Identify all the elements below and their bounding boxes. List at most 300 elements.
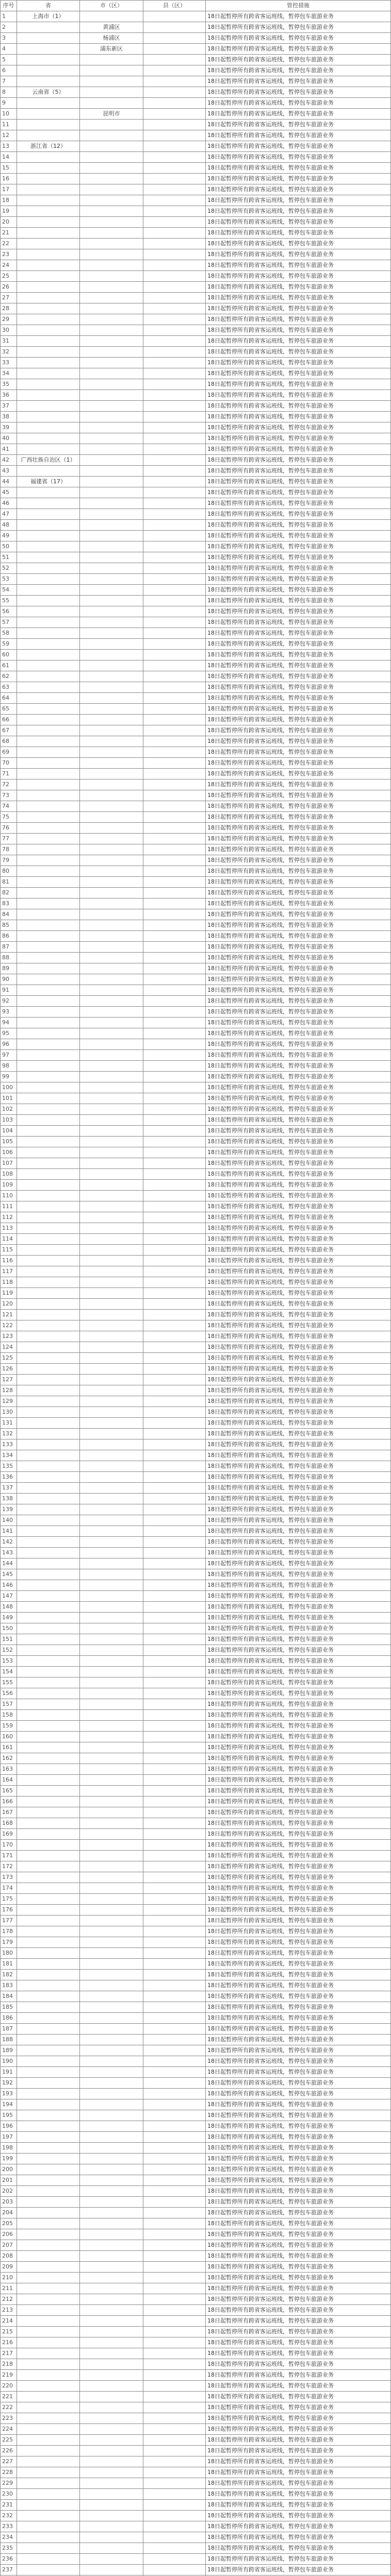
row-county xyxy=(143,1667,206,1677)
row-number: 11 xyxy=(1,120,17,130)
row-province xyxy=(17,33,80,44)
row-city xyxy=(80,1797,143,1807)
row-province xyxy=(17,390,80,401)
row-city xyxy=(80,1667,143,1677)
row-city xyxy=(80,1504,143,1515)
row-province xyxy=(17,76,80,87)
table-row xyxy=(1,2392,391,2402)
row-province xyxy=(17,1018,80,1028)
row-city xyxy=(80,1288,143,1299)
row-number: 3 xyxy=(1,33,17,44)
row-measure: 18日起暂停所有跨省客运班线，暂停包车旅游业务 xyxy=(206,660,391,671)
row-number: 24 xyxy=(1,260,17,271)
table-row xyxy=(1,76,391,87)
row-city xyxy=(80,660,143,671)
row-county xyxy=(143,1353,206,1364)
row-measure: 18日起暂停所有跨省客运班线，暂停包车旅游业务 xyxy=(206,98,391,109)
row-city xyxy=(80,1786,143,1797)
row-province xyxy=(17,1580,80,1591)
row-number: 130 xyxy=(1,1407,17,1418)
row-number: 18 xyxy=(1,195,17,206)
row-measure: 18日起暂停所有跨省客运班线，暂停包车旅游业务 xyxy=(206,888,391,899)
row-measure: 18日起暂停所有跨省客运班线，暂停包车旅游业务 xyxy=(206,1375,391,1385)
row-number: 103 xyxy=(1,1115,17,1126)
row-province xyxy=(17,2381,80,2392)
row-county xyxy=(143,1677,206,1688)
row-number: 168 xyxy=(1,1818,17,1829)
table-row xyxy=(1,87,391,98)
row-county xyxy=(143,271,206,282)
row-province xyxy=(17,1472,80,1483)
row-number: 106 xyxy=(1,1147,17,1158)
row-province xyxy=(17,671,80,682)
row-city xyxy=(80,1991,143,2002)
row-province xyxy=(17,1353,80,1364)
row-city xyxy=(80,2013,143,2024)
table-row xyxy=(1,1959,391,1970)
row-measure: 18日起暂停所有跨省客运班线，暂停包车旅游业务 xyxy=(206,1342,391,1353)
row-city xyxy=(80,920,143,931)
row-measure: 18日起暂停所有跨省客运班线，暂停包车旅游业务 xyxy=(206,1082,391,1093)
row-city xyxy=(80,1970,143,1980)
row-city xyxy=(80,2489,143,2500)
row-city xyxy=(80,531,143,541)
table-row xyxy=(1,1396,391,1407)
row-county xyxy=(143,2186,206,2197)
row-city xyxy=(80,2143,143,2154)
row-measure: 18日起暂停所有跨省客运班线，暂停包车旅游业务 xyxy=(206,1472,391,1483)
row-county xyxy=(143,1742,206,1753)
header-province: 省 xyxy=(17,1,80,11)
row-province xyxy=(17,747,80,758)
row-county xyxy=(143,574,206,585)
row-city xyxy=(80,715,143,725)
row-number: 216 xyxy=(1,2337,17,2348)
row-number: 153 xyxy=(1,1656,17,1667)
row-measure: 18日起暂停所有跨省客运班线，暂停包车旅游业务 xyxy=(206,1018,391,1028)
row-city xyxy=(80,260,143,271)
row-province xyxy=(17,2229,80,2240)
row-number: 114 xyxy=(1,1234,17,1245)
row-county xyxy=(143,801,206,812)
row-city xyxy=(80,228,143,239)
row-measure: 18日起暂停所有跨省客运班线，暂停包车旅游业务 xyxy=(206,1980,391,1991)
row-measure: 18日起暂停所有跨省客运班线，暂停包车旅游业务 xyxy=(206,22,391,33)
row-number: 187 xyxy=(1,2024,17,2035)
row-county xyxy=(143,33,206,44)
table-row xyxy=(1,1212,391,1223)
row-province xyxy=(17,899,80,909)
row-measure: 18日起暂停所有跨省客运班线，暂停包车旅游业务 xyxy=(206,974,391,985)
table-row xyxy=(1,1039,391,1050)
row-province xyxy=(17,2035,80,2045)
row-city xyxy=(80,2294,143,2305)
table-row xyxy=(1,2446,391,2456)
row-number: 124 xyxy=(1,1342,17,1353)
row-city xyxy=(80,2305,143,2316)
row-number: 82 xyxy=(1,888,17,899)
row-measure: 18日起暂停所有跨省客运班线，暂停包车旅游业务 xyxy=(206,1126,391,1137)
row-number: 231 xyxy=(1,2500,17,2511)
row-number: 128 xyxy=(1,1385,17,1396)
row-province xyxy=(17,1147,80,1158)
row-city xyxy=(80,1158,143,1169)
row-city xyxy=(80,1039,143,1050)
row-measure: 18日起暂停所有跨省客运班线，暂停包车旅游业务 xyxy=(206,1764,391,1775)
table-row xyxy=(1,1180,391,1191)
row-city xyxy=(80,1948,143,1959)
row-number: 142 xyxy=(1,1537,17,1548)
row-province xyxy=(17,1450,80,1461)
row-measure: 18日起暂停所有跨省客运班线，暂停包车旅游业务 xyxy=(206,1656,391,1667)
row-measure: 18日起暂停所有跨省客运班线，暂停包车旅游业务 xyxy=(206,1396,391,1407)
table-row xyxy=(1,1688,391,1699)
row-province xyxy=(17,1223,80,1234)
table-row xyxy=(1,1980,391,1991)
row-number: 96 xyxy=(1,1039,17,1050)
row-measure: 18日起暂停所有跨省客运班线，暂停包车旅游业务 xyxy=(206,2478,391,2489)
row-city xyxy=(80,1916,143,1926)
row-number: 60 xyxy=(1,650,17,660)
row-province xyxy=(17,2294,80,2305)
row-measure: 18日起暂停所有跨省客运班线，暂停包车旅游业务 xyxy=(206,1450,391,1461)
row-city xyxy=(80,2273,143,2283)
row-province xyxy=(17,444,80,455)
row-number: 126 xyxy=(1,1364,17,1375)
table-row xyxy=(1,2121,391,2132)
row-number: 98 xyxy=(1,1061,17,1072)
table-row xyxy=(1,2402,391,2413)
row-province xyxy=(17,1007,80,1018)
row-province xyxy=(17,130,80,141)
row-number: 122 xyxy=(1,1320,17,1331)
row-county xyxy=(143,390,206,401)
row-measure: 18日起暂停所有跨省客运班线，暂停包车旅游业务 xyxy=(206,1223,391,1234)
row-city xyxy=(80,1169,143,1180)
row-county xyxy=(143,65,206,76)
row-measure: 18日起暂停所有跨省客运班线，暂停包车旅游业务 xyxy=(206,368,391,379)
row-city xyxy=(80,2327,143,2337)
row-province xyxy=(17,1894,80,1905)
row-city xyxy=(80,1201,143,1212)
row-measure: 18日起暂停所有跨省客运班线，暂停包车旅游业务 xyxy=(206,899,391,909)
row-number: 56 xyxy=(1,606,17,617)
table-row xyxy=(1,1472,391,1483)
row-county xyxy=(143,1104,206,1115)
row-number: 209 xyxy=(1,2262,17,2273)
row-city xyxy=(80,1851,143,1861)
table-row xyxy=(1,1732,391,1742)
row-measure: 18日起暂停所有跨省客运班线，暂停包车旅游业务 xyxy=(206,303,391,314)
row-number: 55 xyxy=(1,596,17,606)
row-city xyxy=(80,1937,143,1948)
row-number: 9 xyxy=(1,98,17,109)
row-measure: 18日起暂停所有跨省客运班线，暂停包车旅游业务 xyxy=(206,2456,391,2467)
table-row xyxy=(1,1461,391,1472)
row-province xyxy=(17,888,80,899)
row-number: 170 xyxy=(1,1840,17,1851)
row-city xyxy=(80,1742,143,1753)
row-measure: 18日起暂停所有跨省客运班线，暂停包车旅游业务 xyxy=(206,953,391,963)
row-number: 127 xyxy=(1,1375,17,1385)
row-city xyxy=(80,2251,143,2262)
row-city xyxy=(80,368,143,379)
table-row xyxy=(1,2467,391,2478)
row-city xyxy=(80,617,143,628)
row-number: 83 xyxy=(1,899,17,909)
row-measure: 18日起暂停所有跨省客运班线，暂停包车旅游业务 xyxy=(206,271,391,282)
row-city xyxy=(80,2424,143,2435)
row-city xyxy=(80,2099,143,2110)
row-county xyxy=(143,585,206,596)
row-city xyxy=(80,455,143,466)
row-city xyxy=(80,2554,143,2565)
row-city xyxy=(80,390,143,401)
table-row xyxy=(1,217,391,228)
header-county: 县（区） xyxy=(143,1,206,11)
row-county xyxy=(143,1147,206,1158)
table-row xyxy=(1,184,391,195)
row-measure: 18日起暂停所有跨省客运班线，暂停包车旅游业务 xyxy=(206,606,391,617)
row-measure: 18日起暂停所有跨省客运班线，暂停包车旅游业务 xyxy=(206,2251,391,2262)
row-city xyxy=(80,1385,143,1396)
row-measure: 18日起暂停所有跨省客运班线，暂停包车旅游业务 xyxy=(206,1353,391,1364)
row-city: 昆明市 xyxy=(80,109,143,120)
row-province xyxy=(17,163,80,174)
row-county xyxy=(143,2424,206,2435)
row-city xyxy=(80,412,143,422)
row-county xyxy=(143,11,206,22)
row-city xyxy=(80,585,143,596)
table-row xyxy=(1,412,391,422)
row-county xyxy=(143,920,206,931)
table-row xyxy=(1,1645,391,1656)
row-county xyxy=(143,596,206,606)
row-number: 14 xyxy=(1,152,17,163)
row-measure: 18日起暂停所有跨省客运班线，暂停包车旅游业务 xyxy=(206,1732,391,1742)
table-row xyxy=(1,120,391,130)
table-row xyxy=(1,2554,391,2565)
row-county xyxy=(143,1656,206,1667)
table-row xyxy=(1,358,391,368)
table-row xyxy=(1,2359,391,2370)
table-row xyxy=(1,1072,391,1082)
table-row xyxy=(1,931,391,942)
row-province xyxy=(17,184,80,195)
row-province xyxy=(17,2002,80,2013)
row-province xyxy=(17,2565,80,2575)
row-number: 57 xyxy=(1,617,17,628)
row-province xyxy=(17,801,80,812)
row-county xyxy=(143,552,206,563)
row-number: 234 xyxy=(1,2532,17,2543)
row-county xyxy=(143,606,206,617)
row-number: 102 xyxy=(1,1104,17,1115)
row-province xyxy=(17,2110,80,2121)
row-city xyxy=(80,931,143,942)
row-city xyxy=(80,996,143,1007)
row-county xyxy=(143,1180,206,1191)
row-province xyxy=(17,1158,80,1169)
row-county xyxy=(143,2154,206,2164)
row-province xyxy=(17,1429,80,1439)
row-measure: 18日起暂停所有跨省客运班线，暂停包车旅游业务 xyxy=(206,1461,391,1472)
row-county xyxy=(143,76,206,87)
row-city xyxy=(80,1883,143,1894)
row-city xyxy=(80,1256,143,1266)
table-row xyxy=(1,2521,391,2532)
row-measure: 18日起暂停所有跨省客运班线，暂停包车旅游业务 xyxy=(206,1256,391,1266)
row-province: 云南省（5） xyxy=(17,87,80,98)
row-province xyxy=(17,2251,80,2262)
row-county xyxy=(143,1158,206,1169)
row-city xyxy=(80,1569,143,1580)
row-county xyxy=(143,1537,206,1548)
row-city xyxy=(80,1353,143,1364)
row-county xyxy=(143,44,206,55)
row-measure: 18日起暂停所有跨省客运班线，暂停包车旅游业务 xyxy=(206,195,391,206)
row-city xyxy=(80,2078,143,2089)
table-row xyxy=(1,2532,391,2543)
row-city xyxy=(80,1137,143,1147)
table-row xyxy=(1,606,391,617)
row-city xyxy=(80,325,143,336)
row-city xyxy=(80,769,143,779)
row-measure: 18日起暂停所有跨省客运班线，暂停包车旅游业务 xyxy=(206,1905,391,1916)
row-province xyxy=(17,844,80,855)
table-row xyxy=(1,239,391,249)
table-row xyxy=(1,2337,391,2348)
table-row xyxy=(1,1093,391,1104)
row-number: 115 xyxy=(1,1245,17,1256)
row-number: 79 xyxy=(1,855,17,866)
table-row xyxy=(1,2099,391,2110)
row-city xyxy=(80,2132,143,2143)
row-province xyxy=(17,347,80,358)
row-measure: 18日起暂停所有跨省客运班线，暂停包车旅游业务 xyxy=(206,2273,391,2283)
row-measure: 18日起暂停所有跨省客运班线，暂停包车旅游业务 xyxy=(206,877,391,888)
row-province xyxy=(17,2273,80,2283)
row-number: 13 xyxy=(1,141,17,152)
row-county xyxy=(143,228,206,239)
row-measure: 18日起暂停所有跨省客运班线，暂停包车旅游业务 xyxy=(206,44,391,55)
table-row xyxy=(1,1342,391,1353)
row-number: 61 xyxy=(1,660,17,671)
row-number: 200 xyxy=(1,2164,17,2175)
row-province xyxy=(17,1137,80,1147)
row-province xyxy=(17,1126,80,1137)
row-city xyxy=(80,358,143,368)
row-county xyxy=(143,1688,206,1699)
row-number: 188 xyxy=(1,2035,17,2045)
row-county xyxy=(143,336,206,347)
row-city xyxy=(80,1829,143,1840)
row-province xyxy=(17,2197,80,2208)
table-row xyxy=(1,2413,391,2424)
row-measure: 18日起暂停所有跨省客运班线，暂停包车旅游业务 xyxy=(206,206,391,217)
row-number: 10 xyxy=(1,109,17,120)
row-county xyxy=(143,704,206,715)
row-province xyxy=(17,2218,80,2229)
row-city xyxy=(80,2056,143,2067)
row-number: 229 xyxy=(1,2478,17,2489)
row-province xyxy=(17,2316,80,2327)
table-row xyxy=(1,390,391,401)
row-city xyxy=(80,1959,143,1970)
table-row xyxy=(1,1147,391,1158)
row-city xyxy=(80,1364,143,1375)
row-number: 16 xyxy=(1,174,17,184)
row-city xyxy=(80,747,143,758)
table-row xyxy=(1,2045,391,2056)
row-city xyxy=(80,2370,143,2381)
row-measure: 18日起暂停所有跨省客运班线，暂停包车旅游业务 xyxy=(206,1861,391,1872)
row-province xyxy=(17,1548,80,1558)
table-row xyxy=(1,1829,391,1840)
table-row xyxy=(1,1158,391,1169)
header-number: 序号 xyxy=(1,1,17,11)
row-province xyxy=(17,769,80,779)
row-measure: 18日起暂停所有跨省客运班线，暂停包车旅游业务 xyxy=(206,758,391,769)
row-city xyxy=(80,163,143,174)
row-measure: 18日起暂停所有跨省客运班线，暂停包车旅游业务 xyxy=(206,779,391,790)
row-city xyxy=(80,2208,143,2218)
row-city xyxy=(80,55,143,65)
row-province xyxy=(17,1169,80,1180)
table-row xyxy=(1,487,391,498)
row-province xyxy=(17,585,80,596)
row-measure: 18日起暂停所有跨省客运班线，暂停包车旅游业务 xyxy=(206,1072,391,1082)
row-measure: 18日起暂停所有跨省客运班线，暂停包车旅游业务 xyxy=(206,2067,391,2078)
row-county xyxy=(143,2521,206,2532)
table-row xyxy=(1,1483,391,1494)
row-number: 228 xyxy=(1,2467,17,2478)
table-row xyxy=(1,1569,391,1580)
row-number: 182 xyxy=(1,1970,17,1980)
table-row xyxy=(1,1277,391,1288)
row-county xyxy=(143,249,206,260)
row-county xyxy=(143,2348,206,2359)
table-row xyxy=(1,55,391,65)
row-county xyxy=(143,466,206,477)
row-province xyxy=(17,1569,80,1580)
table-row xyxy=(1,1742,391,1753)
row-county xyxy=(143,2337,206,2348)
row-province xyxy=(17,1721,80,1732)
table-row xyxy=(1,1137,391,1147)
row-province xyxy=(17,2392,80,2402)
row-measure: 18日起暂停所有跨省客运班线，暂停包车旅游业务 xyxy=(206,249,391,260)
table-row xyxy=(1,812,391,823)
row-number: 86 xyxy=(1,931,17,942)
row-measure: 18日起暂停所有跨省客运班线，暂停包车旅游业务 xyxy=(206,1688,391,1699)
row-measure: 18日起暂停所有跨省客运班线，暂停包车旅游业务 xyxy=(206,2045,391,2056)
row-measure: 18日起暂停所有跨省客运班线，暂停包车旅游业务 xyxy=(206,2099,391,2110)
row-province xyxy=(17,2478,80,2489)
row-county xyxy=(143,2273,206,2283)
row-measure: 18日起暂停所有跨省客运班线，暂停包车旅游业务 xyxy=(206,487,391,498)
table-row xyxy=(1,920,391,931)
row-county xyxy=(143,130,206,141)
row-county xyxy=(143,1234,206,1245)
row-number: 189 xyxy=(1,2045,17,2056)
row-measure: 18日起暂停所有跨省客运班线，暂停包车旅游业务 xyxy=(206,1169,391,1180)
table-row xyxy=(1,1926,391,1937)
row-number: 180 xyxy=(1,1948,17,1959)
row-number: 75 xyxy=(1,812,17,823)
row-number: 93 xyxy=(1,1007,17,1018)
row-measure: 18日起暂停所有跨省客运班线，暂停包车旅游业务 xyxy=(206,1158,391,1169)
